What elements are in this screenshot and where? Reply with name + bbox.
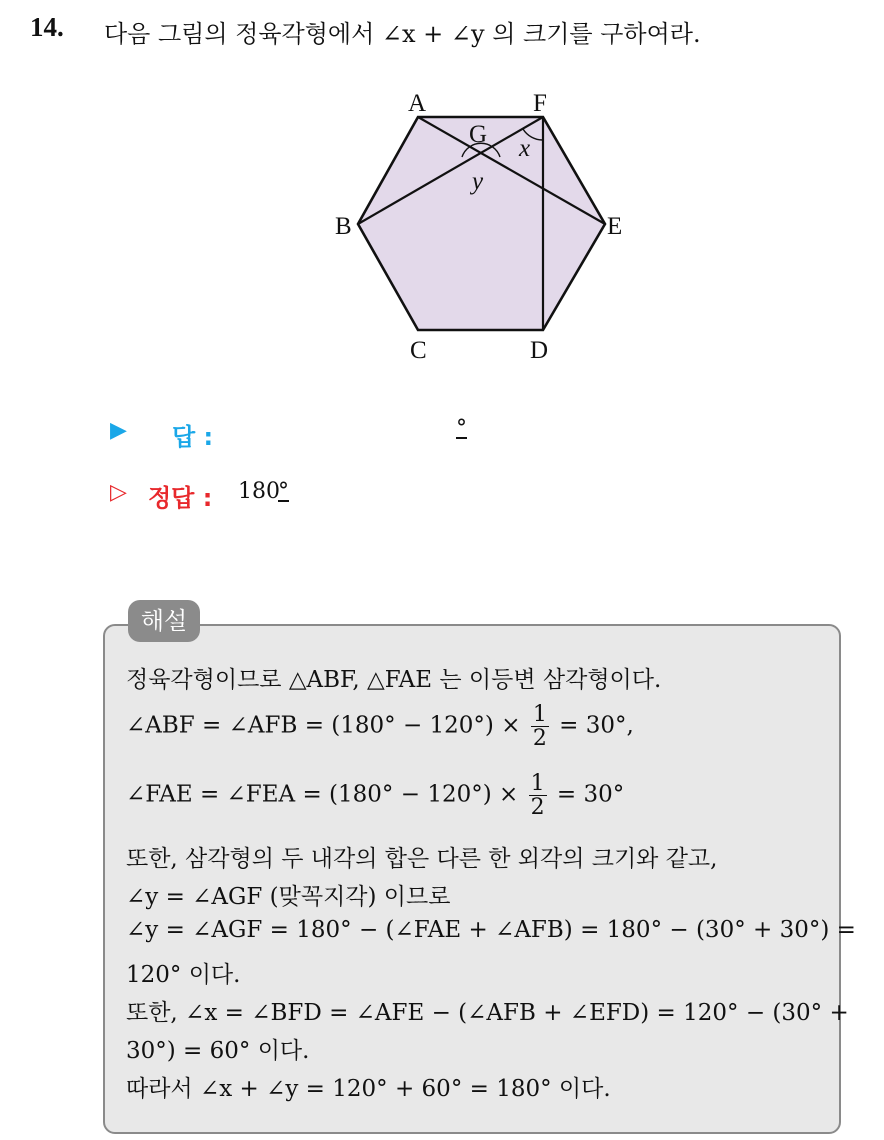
fraction-numerator: 1 [532,702,547,727]
fraction-half-2 [529,772,547,819]
answer-label: 답 : [172,423,214,451]
label-a: A [408,90,427,117]
solution-line-3-pre: ∠FAE = ∠FEA = (180° − 120°) × [126,781,519,808]
solution-line-7: 120° 이다. [126,962,241,988]
fraction-half [531,703,549,750]
solution-line-10: 따라서 ∠x + ∠y = 120° + 60° = 180° 이다. [126,1076,611,1102]
solution-tab: 해설 [128,600,200,642]
question-number: 14. [30,12,64,42]
label-y: y [472,168,484,195]
solution-line-2-post: = 30°, [559,712,634,739]
solution-line-4: 또한, 삼각형의 두 내각의 합은 다른 한 외각의 크기와 같고, [126,846,718,872]
answer-unit: ° [456,416,467,441]
label-c: C [410,337,427,364]
label-e: E [607,213,623,240]
solution-line-3-post: = 30° [556,781,625,808]
solution-line-3 [126,772,624,819]
solution-line-2 [126,703,634,750]
label-b: B [335,213,352,240]
answer-input[interactable] [228,412,452,446]
correct-label: 정답 : [148,484,213,512]
fraction-denominator: 2 [532,726,547,752]
label-f: F [533,90,547,117]
hexagon-shape [358,117,605,330]
solution-line-8: 또한, ∠x = ∠BFD = ∠AFE − (∠AFB + ∠EFD) = 120° − (30° + [126,1000,849,1026]
fraction-denominator-2: 2 [530,795,545,821]
label-x: x [519,135,531,162]
correct-marker-icon: ▷ [110,480,127,505]
solution-line-5: ∠y = ∠AGF (맞꼭지각) 이므로 [126,884,451,910]
solution-line-1: 정육각형이므로 △ABF, △FAE 는 이등변 삼각형이다. [126,667,662,693]
solution-line-2-pre: ∠ABF = ∠AFB = (180° − 120°) × [126,712,521,739]
label-g: G [469,121,488,148]
hexagon-figure [330,82,640,372]
fraction-numerator-2: 1 [530,771,545,796]
question-text: 다음 그림의 정육각형에서 ∠x + ∠y 의 크기를 구하여라. [104,20,701,48]
label-d: D [530,337,549,364]
solution-line-9: 30°) = 60° 이다. [126,1038,310,1064]
correct-unit: ° [278,479,289,504]
solution-line-6: ∠y = ∠AGF = 180° − (∠FAE + ∠AFB) = 180° − (30° + 30°) = [126,917,856,943]
answer-marker-icon: ▶ [110,418,127,443]
correct-value: 180 [238,479,280,504]
